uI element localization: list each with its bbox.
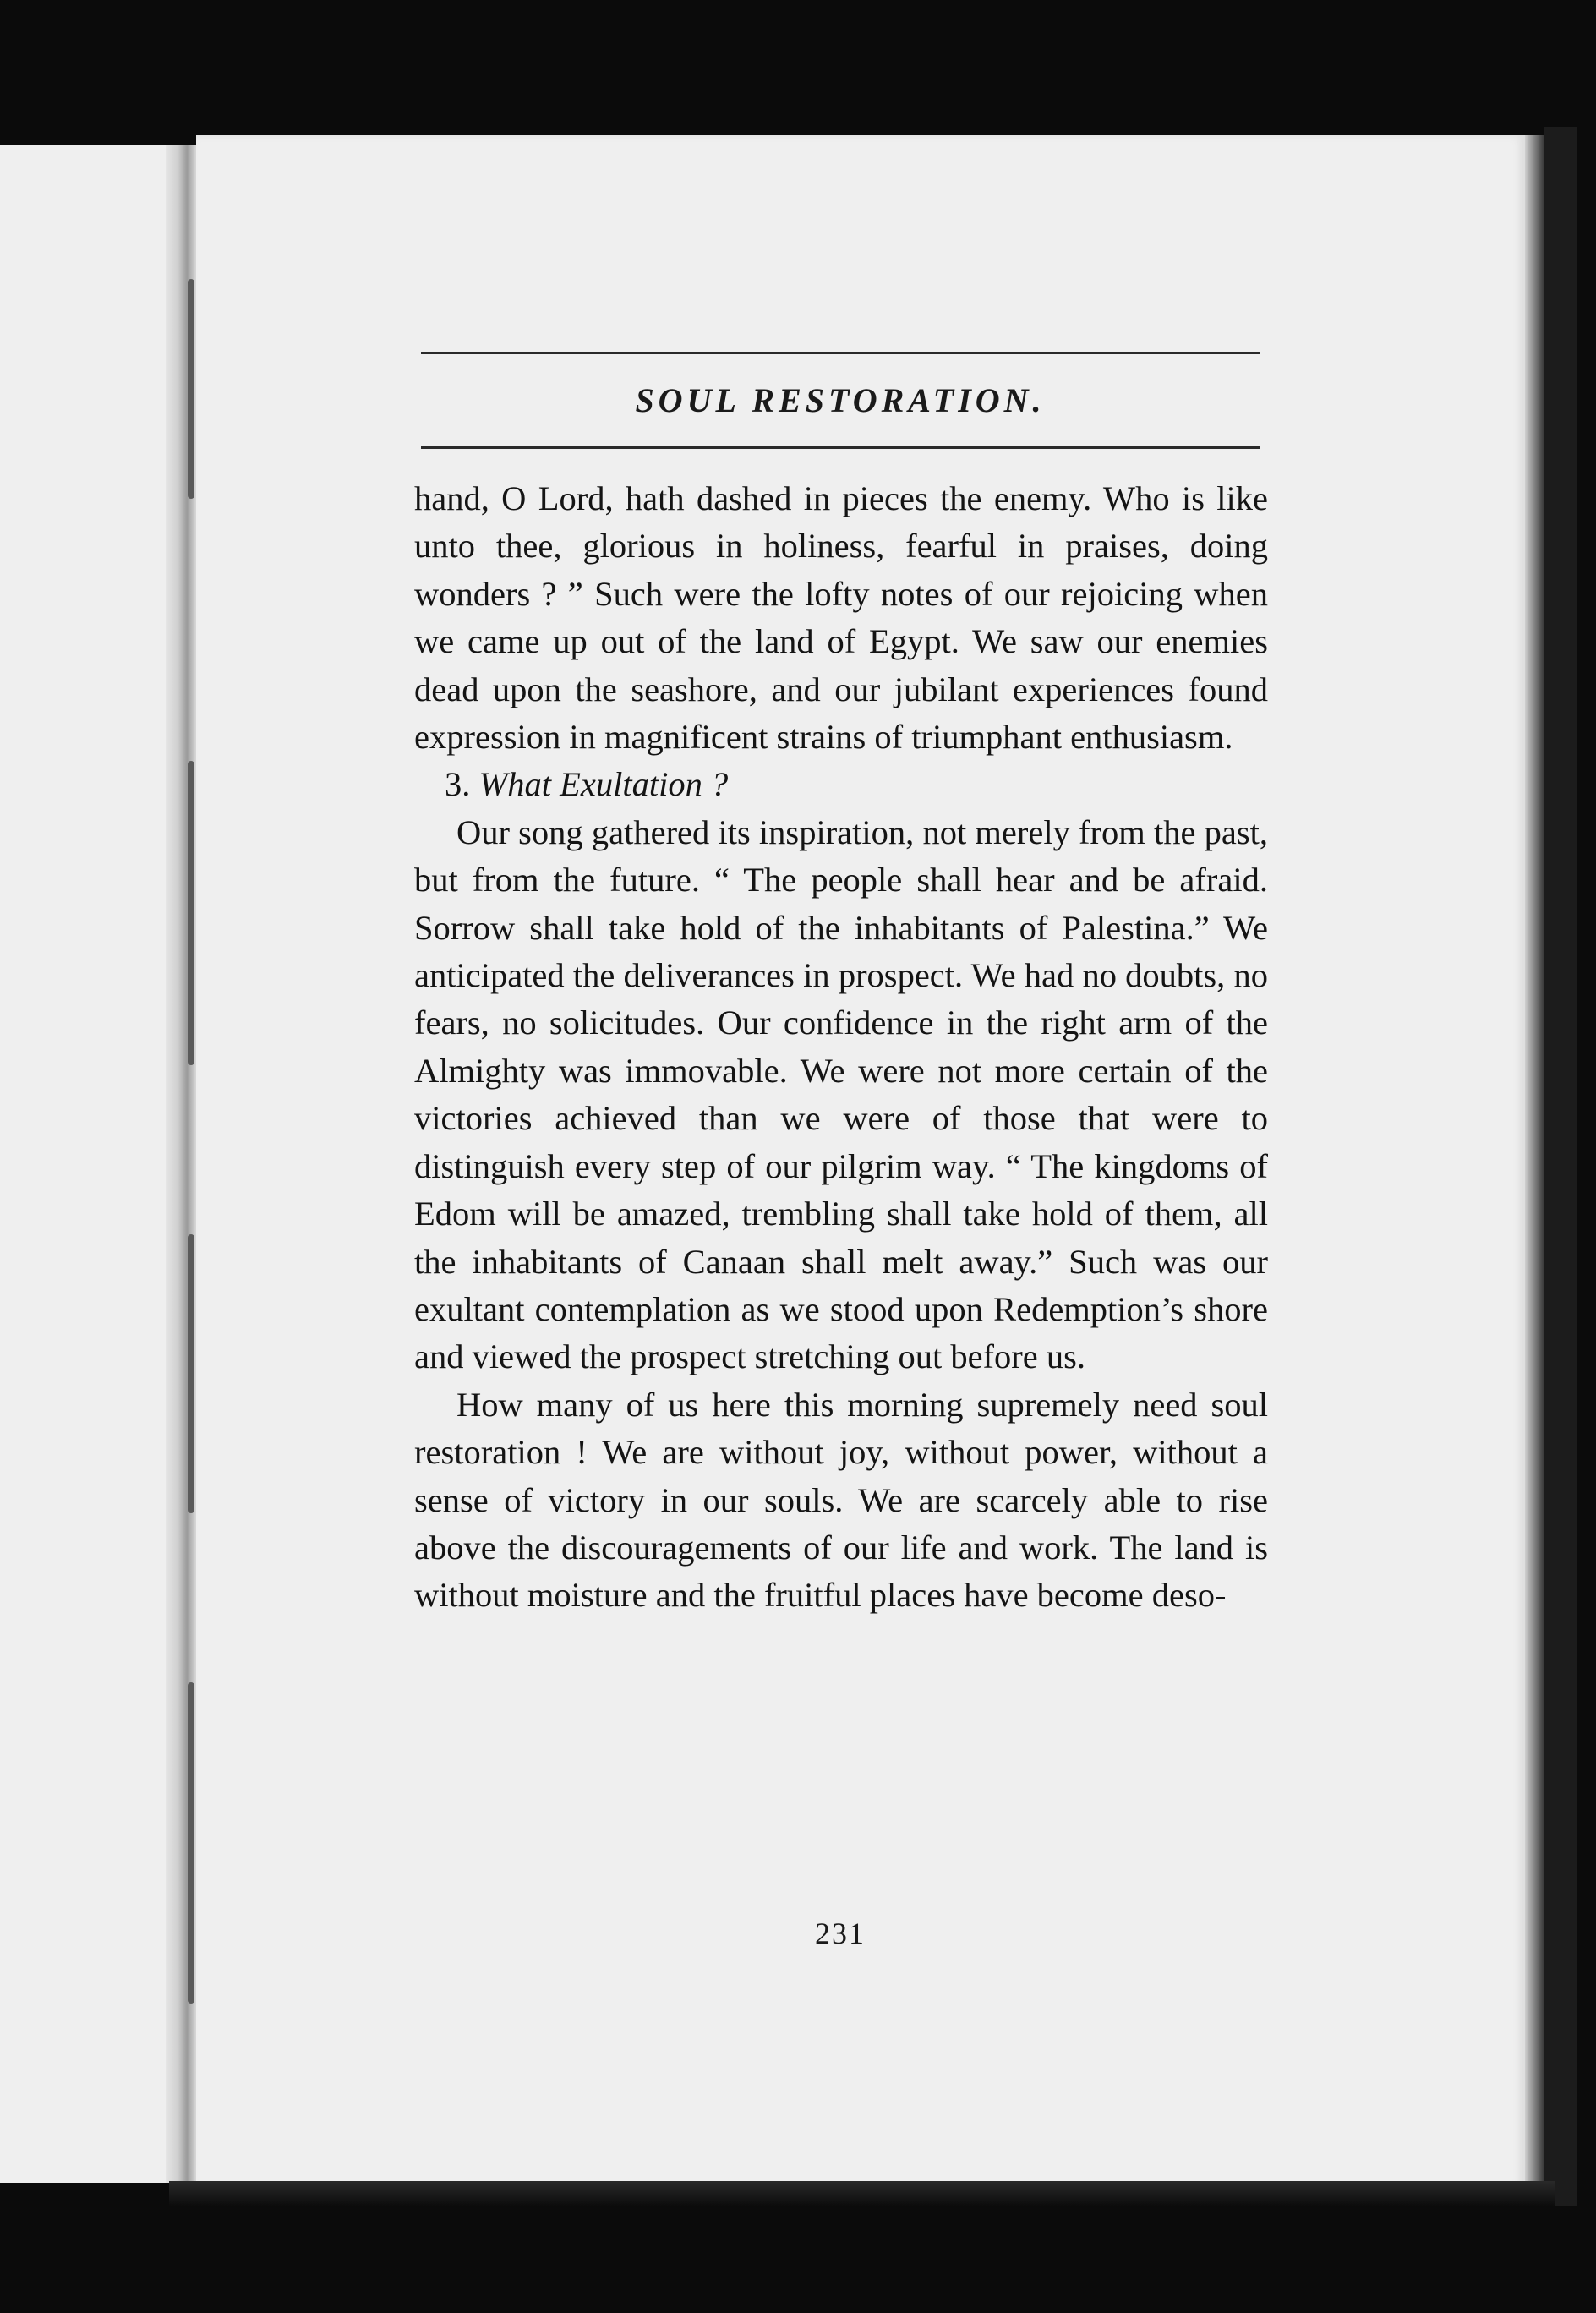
- header-rule-top: [421, 352, 1260, 354]
- binding-stitch: [188, 1234, 194, 1513]
- binding-stitch: [188, 761, 194, 1065]
- page-edge: [1525, 135, 1544, 2190]
- body-text: [414, 475, 1268, 1620]
- header-rule-bottom: [421, 446, 1260, 449]
- running-head: SOUL RESTORATION.: [635, 381, 1046, 419]
- section-title: What Exultation ?: [478, 765, 729, 804]
- section-number: 3.: [445, 765, 471, 804]
- paragraph-continued: hand, O Lord, hath dashed in pieces the enemy. Who is like unto thee, glorious in holiness, fearful in praises, doing wonders ? ” Such were the lofty notes of our rejoicing when we came up out of the land of Egypt. We saw our enemies dead upon the seashore, and our jubilant experiences found expression in magnificent strains of triumphant enthusiasm.: [414, 479, 1268, 757]
- binding-stitch: [188, 279, 194, 499]
- book-cover-edge: [1544, 127, 1577, 2206]
- page-bottom-shadow: [169, 2181, 1555, 2206]
- paragraph: How many of us here this morning supremely need soul restoration ! We are without joy, without power, without a sense of victory in our souls. We are scarcely able to rise above the discouragements of our life and work. The land is without moisture and the fruitful places have become deso-: [414, 1385, 1268, 1615]
- page-number: 231: [815, 1917, 866, 1950]
- paragraph: Our song gathered its inspiration, not merely from the past, but from the future. “ The people shall hear and be afraid. Sorrow shall take hold of the inhabitants of Palestina.” We anticipated the deliverances in prospect. We had no doubts, no fears, no solicitudes. Our confidence in the right arm of the Almighty was immovable. We were not more certain of the victories achieved than we were of those that were to distinguish every step of our pilgrim way. “ The kingdoms of Edom will be amazed, trembling shall take hold of them, all the inhabitants of Canaan shall melt away.” Such was our exultant contemplation as we stood upon Redemption’s shore and viewed the prospect stretching out before us.: [414, 812, 1268, 1376]
- binding-stitch: [188, 1682, 194, 2004]
- section-heading: [414, 761, 1268, 808]
